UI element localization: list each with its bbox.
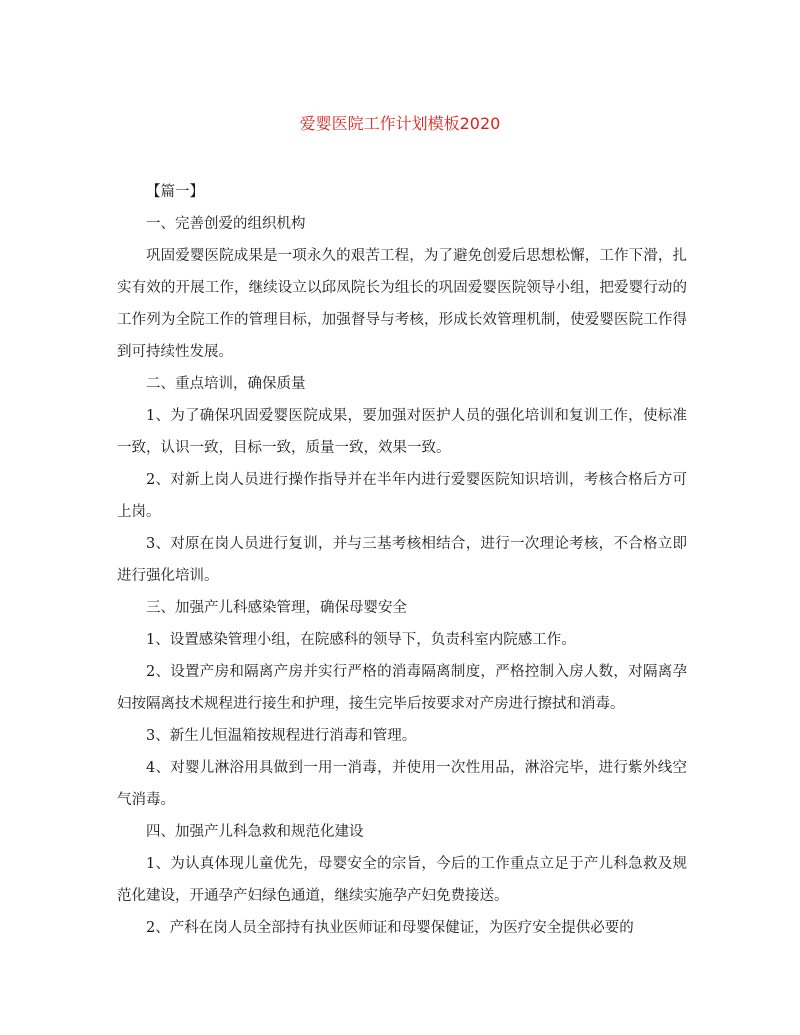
paragraph: 巩固爱婴医院成果是一项永久的艰苦工程，为了避免创爱后思想松懈，工作下滑，扎实有效的开展工作，继续设立以邱凤院长为组长的巩固爱婴医院领导小组，把爱婴行动的工作列为全院工作的管理目标，加强督导与考核，形成长效管理机制，使爱婴医院工作得到可持续性发展。 bbox=[117, 248, 687, 360]
paragraph: 2、产科在岗人员全部持有执业医师证和母婴保健证，为医疗安全提供必要的 bbox=[146, 920, 634, 936]
paragraph: 2、设置产房和隔离产房并实行严格的消毒隔离制度，严格控制入房人数，对隔离孕妇按隔离技术规程进行接生和护理，接生完毕后按要求对产房进行擦拭和消毒。 bbox=[117, 664, 687, 712]
document-title: 爱婴医院工作计划模板2020 bbox=[299, 114, 501, 133]
paragraph: 1、为认真体现儿童优先，母婴安全的宗旨，今后的工作重点立足于产儿科急救及规范化建设，开通孕产妇绿色通道，继续实施孕产妇免费接送。 bbox=[117, 856, 687, 904]
section-heading: 三、加强产儿科感染管理，确保母婴安全 bbox=[146, 600, 407, 616]
paragraph: 1、设置感染管理小组，在院感科的领导下，负责科室内院感工作。 bbox=[146, 632, 576, 648]
paragraph: 1、为了确保巩固爱婴医院成果，要加强对医护人员的强化培训和复训工作，使标准一致，认识一致，目标一致，质量一致，效果一致。 bbox=[117, 408, 687, 456]
section-heading: 一、完善创爱的组织机构 bbox=[146, 216, 306, 232]
section-heading: 四、加强产儿科急救和规范化建设 bbox=[146, 824, 364, 840]
paragraph: 4、对婴儿淋浴用具做到一用一消毒，并使用一次性用品，淋浴完毕，进行紫外线空气消毒。 bbox=[117, 760, 687, 808]
section-label: 【篇一】 bbox=[146, 184, 204, 200]
paragraph: 3、对原在岗人员进行复训，并与三基考核相结合，进行一次理论考核，不合格立即进行强化培训。 bbox=[117, 536, 687, 584]
paragraph: 3、新生儿恒温箱按规程进行消毒和管理。 bbox=[146, 728, 417, 744]
section-heading: 二、重点培训，确保质量 bbox=[146, 376, 306, 392]
document-body bbox=[117, 176, 687, 944]
paragraph: 2、对新上岗人员进行操作指导并在半年内进行爱婴医院知识培训，考核合格后方可上岗。 bbox=[117, 472, 687, 520]
